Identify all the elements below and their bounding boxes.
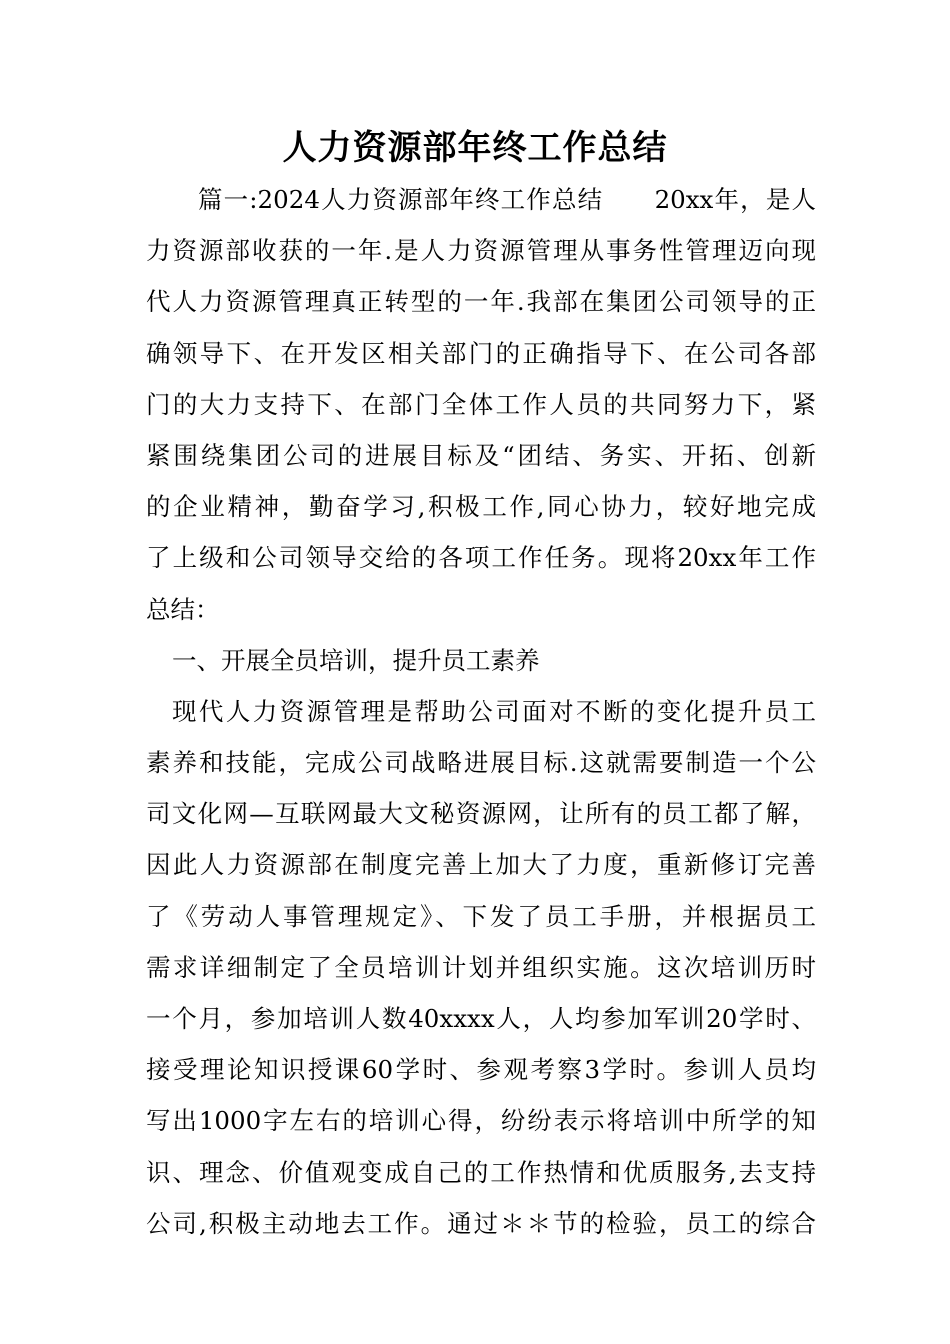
paragraph-line-12: 素养和技能，完成公司战略进展目标.这就需要制造一个公 <box>146 748 816 778</box>
paragraph-line-6: 紧围绕集团公司的进展目标及“团结、务实、开拓、创新 <box>146 440 816 470</box>
paragraph-line-3: 代人力资源管理真正转型的一年.我部在集团公司领导的正 <box>146 287 816 317</box>
paragraph-line-14: 因此人力资源部在制度完善上加大了力度，重新修订完善 <box>146 850 816 880</box>
paragraph-line-8: 了上级和公司领导交给的各项工作任务。现将20xx年工作 <box>146 543 816 573</box>
document-title: 人力资源部年终工作总结 <box>282 128 668 168</box>
paragraph-line-20: 识、理念、价值观变成自己的工作热情和优质服务,去支持 <box>146 1157 816 1187</box>
paragraph-line-21: 公司,积极主动地去工作。通过＊＊节的检验，员工的综合 <box>146 1208 816 1238</box>
paragraph-line-4: 确领导下、在开发区相关部门的正确指导下、在公司各部 <box>146 338 816 368</box>
paragraph-line-16: 需求详细制定了全员培训计划并组织实施。这次培训历时 <box>146 952 816 982</box>
paragraph-line-7: 的企业精神，勤奋学习,积极工作,同心协力，较好地完成 <box>146 492 816 522</box>
paragraph-line-9: 总结： <box>146 594 220 624</box>
paragraph-line-2: 力资源部收获的一年.是人力资源管理从事务性管理迈向现 <box>146 236 816 266</box>
document-body <box>146 174 816 1249</box>
paragraph-line-19: 写出1000字左右的培训心得，纷纷表示将培训中所学的知 <box>146 1106 816 1136</box>
paragraph-line-5: 门的大力支持下、在部门全体工作人员的共同努力下，紧 <box>146 389 816 419</box>
paragraph-line-18: 接受理论知识授课60学时、参观考察3学时。参训人员均 <box>146 1055 816 1085</box>
paragraph-line-1: 篇一:2024人力资源部年终工作总结 20xx年，是人 <box>198 185 816 214</box>
paragraph-line-17: 一个月，参加培训人数40xxxx人，人均参加军训20学时、 <box>146 1004 816 1033</box>
paragraph-line-15: 了《劳动人事管理规定》、下发了员工手册，并根据员工 <box>146 901 816 931</box>
paragraph-line-11: 现代人力资源管理是帮助公司面对不断的变化提升员工 <box>172 696 816 726</box>
paragraph-line-13: 司文化网—互联网最大文秘资源网，让所有的员工都了解， <box>146 799 816 829</box>
section-heading-1: 一、开展全员培训，提升员工素养 <box>172 645 540 675</box>
